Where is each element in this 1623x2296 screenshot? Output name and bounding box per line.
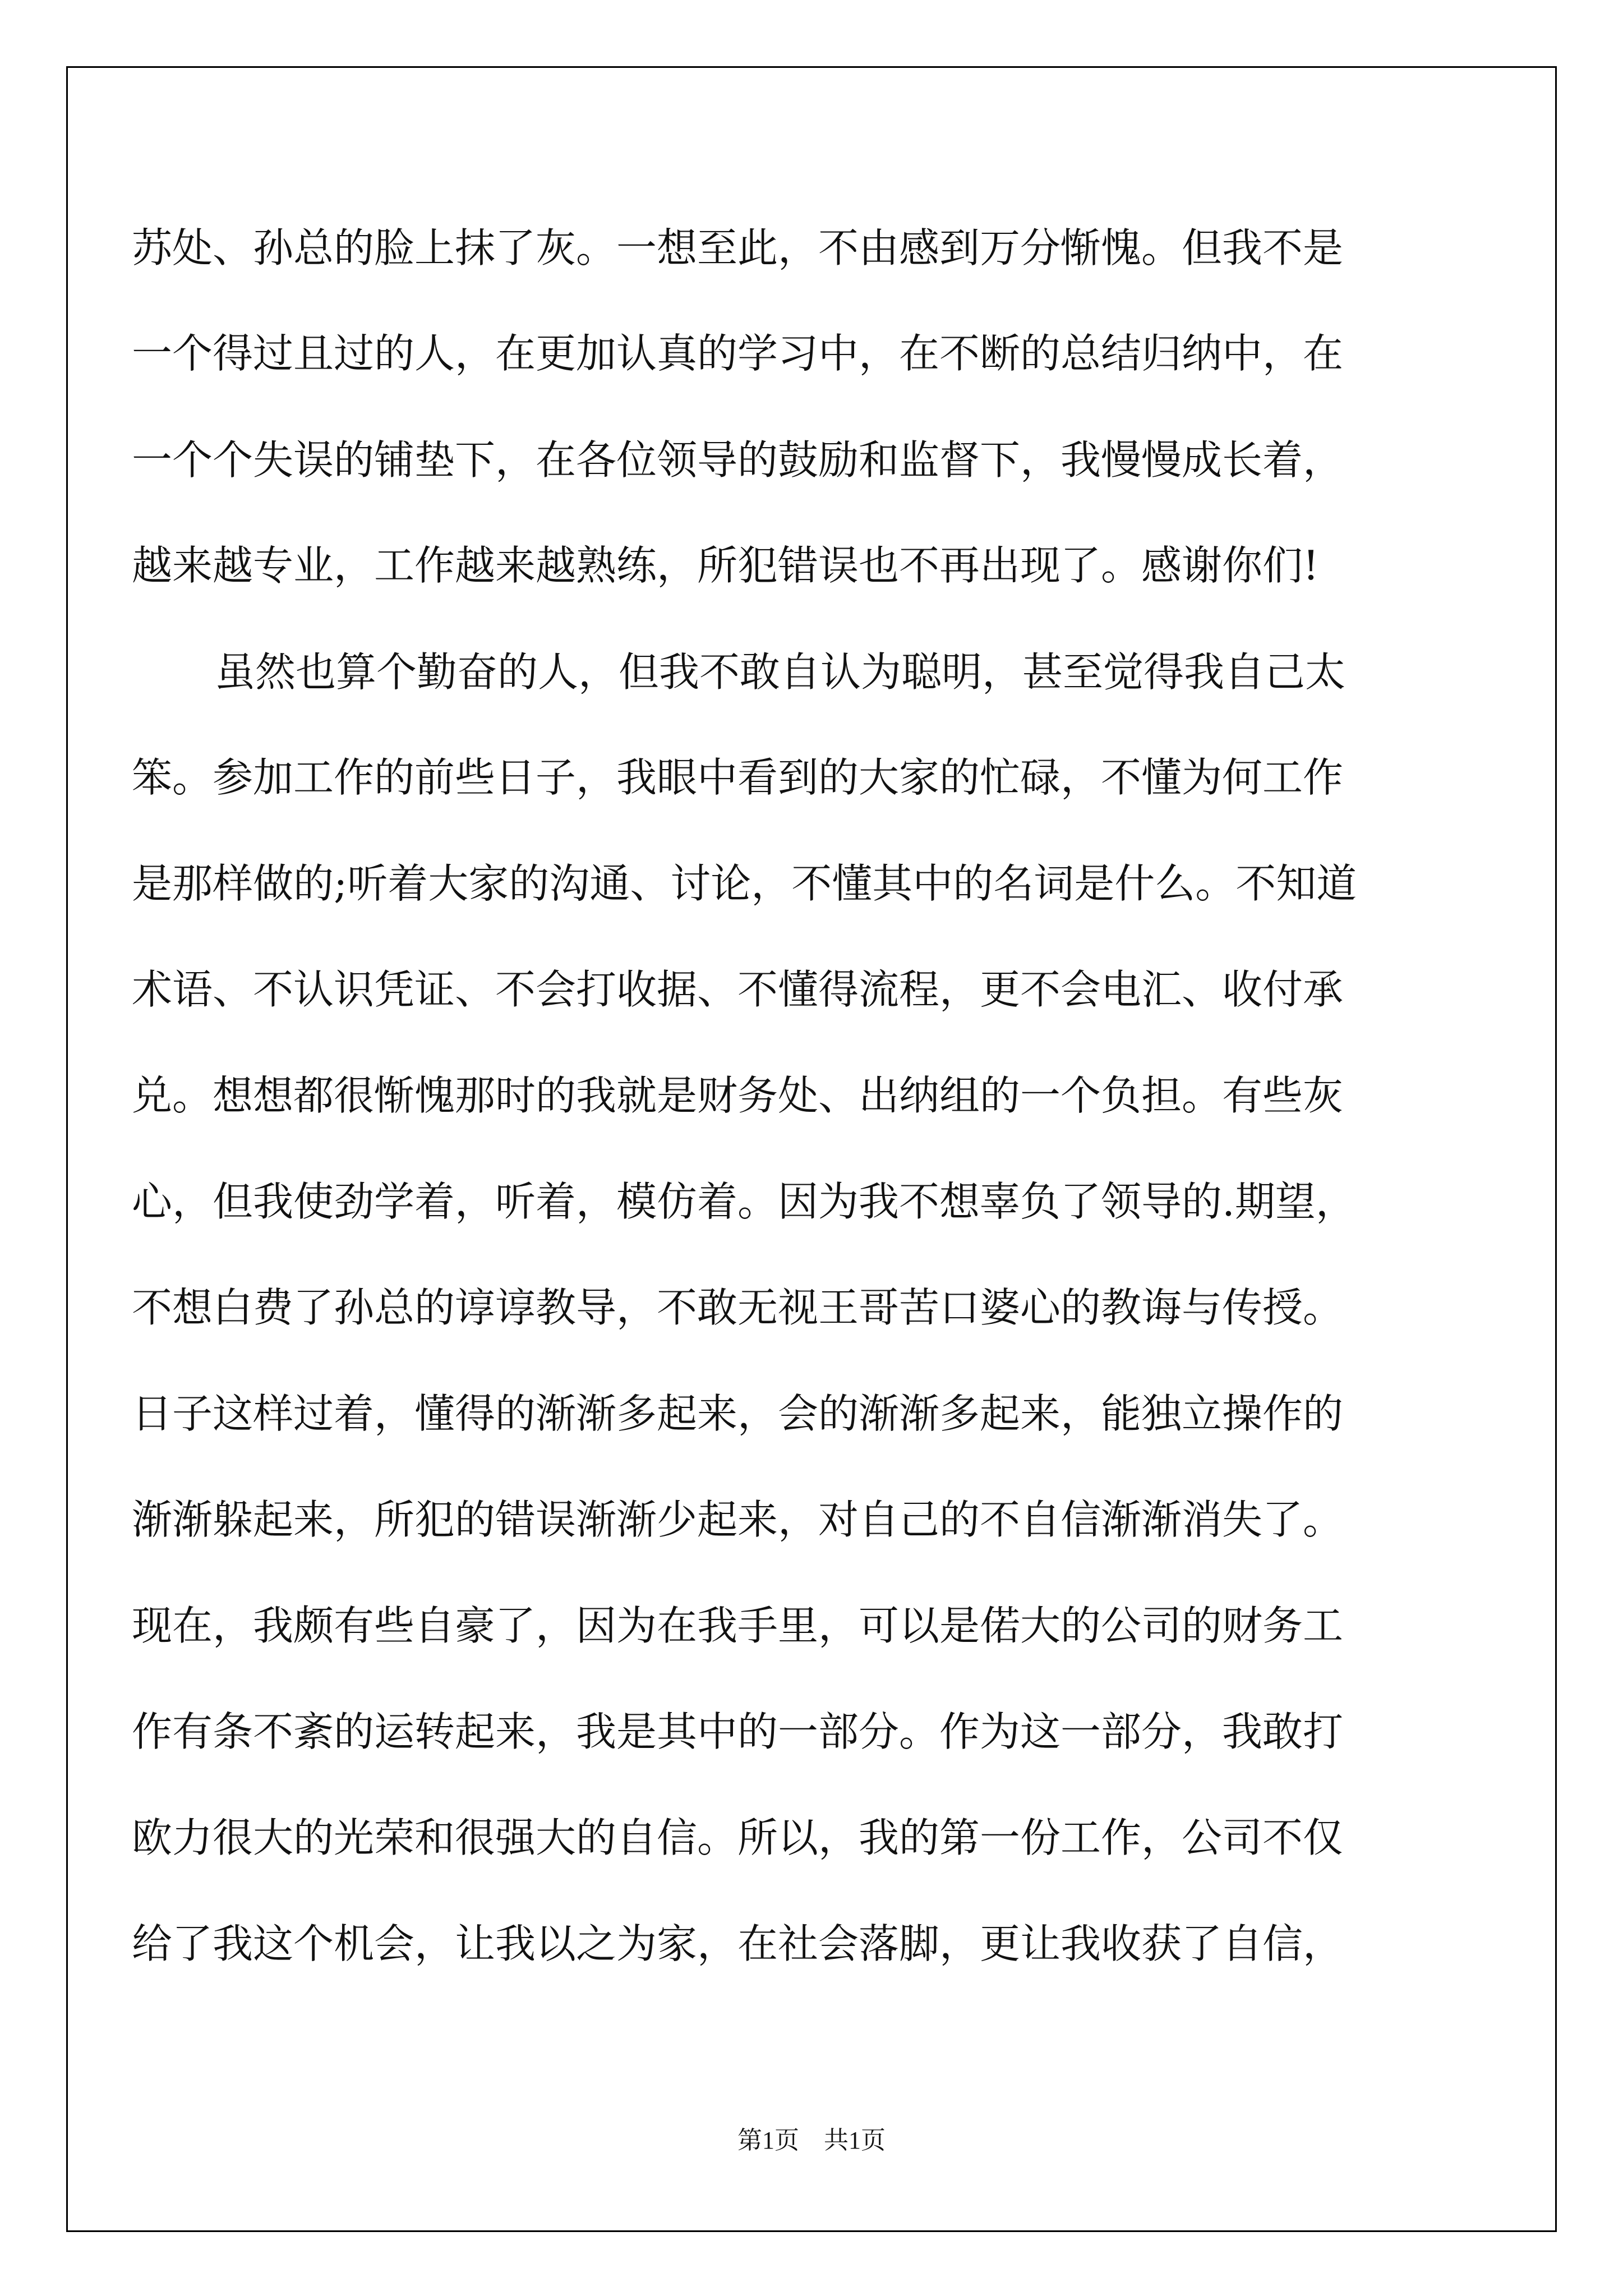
paragraph-1-line-2: 一个得过且过的人，在更加认真的学习中，在不断的总结归纳中，在 — [132, 330, 1344, 377]
page-border — [66, 66, 1557, 2232]
paragraph-2-line-8: 日子这样过着，懂得的渐渐多起来，会的渐渐多起来，能独立操作的 — [132, 1390, 1344, 1437]
paragraph-2-line-12: 欧力很大的光荣和很强大的自信。所以，我的第一份工作，公司不仅 — [132, 1814, 1344, 1861]
paragraph-2-line-13: 给了我这个机会，让我以之为家，在社会落脚，更让我收获了自信， — [132, 1920, 1344, 1967]
paragraph-2-line-1: 虽然也算个勤奋的人，但我不敢自认为聪明，甚至觉得我自己太 — [215, 648, 1346, 696]
paragraph-2-line-3: 是那样做的;听着大家的沟通、讨论，不懂其中的名词是什么。不知道 — [132, 860, 1357, 907]
paragraph-2-line-7: 不想白费了孙总的谆谆教导，不敢无视王哥苦口婆心的教诲与传授。 — [132, 1284, 1344, 1331]
paragraph-2-line-2: 笨。参加工作的前些日子，我眼中看到的大家的忙碌，不懂为何工作 — [132, 754, 1344, 801]
paragraph-1-line-1: 苏处、孙总的脸上抹了灰。一想至此，不由感到万分惭愧。但我不是 — [132, 224, 1344, 272]
paragraph-2-line-9: 渐渐躲起来，所犯的错误渐渐少起来，对自己的不自信渐渐消失了。 — [132, 1496, 1344, 1543]
paragraph-2-line-11: 作有条不紊的运转起来，我是其中的一部分。作为这一部分，我敢打 — [132, 1708, 1344, 1755]
paragraph-2-line-10: 现在，我颇有些自豪了，因为在我手里，可以是偌大的公司的财务工 — [132, 1602, 1344, 1649]
page-footer — [0, 2124, 1623, 2157]
paragraph-2-line-5: 兑。想想都很惭愧那时的我就是财务处、出纳组的一个负担。有些灰 — [132, 1072, 1344, 1119]
paragraph-2-line-4: 术语、不认识凭证、不会打收据、不懂得流程，更不会电汇、收付承 — [132, 966, 1344, 1013]
page-number-label: 第1页 — [737, 2127, 799, 2154]
paragraph-1-line-3: 一个个失误的铺垫下，在各位领导的鼓励和监督下，我慢慢成长着， — [132, 436, 1344, 484]
paragraph-1-line-4: 越来越专业，工作越来越熟练，所犯错误也不再出现了。感谢你们! — [132, 542, 1319, 589]
total-pages-label: 共1页 — [824, 2127, 886, 2154]
paragraph-2-line-6: 心，但我使劲学着，听着，模仿着。因为我不想辜负了领导的.期望， — [132, 1178, 1356, 1225]
